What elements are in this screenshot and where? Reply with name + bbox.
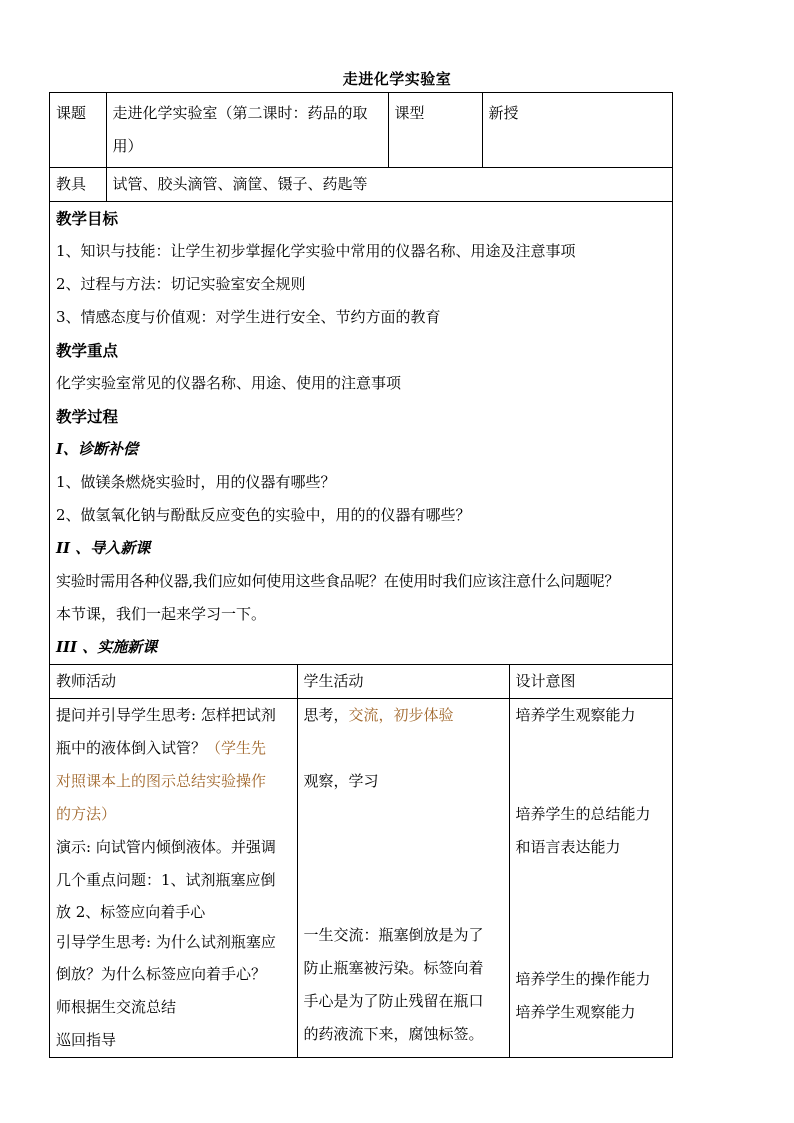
intro-heading: II 、导入新课 [56,539,151,557]
intro-line: 实验时需用各种仪器,我们应如何使用这些食品呢？在使用时我们应该注意什么问题呢？ [56,572,620,590]
goal-item: 2、过程与方法：切记实验室安全规则 [56,275,306,293]
diagnosis-heading: I、诊断补偿 [56,440,139,458]
tools-label: 教具 [50,168,106,202]
new-lesson-heading: III 、实施新课 [56,638,158,656]
lesson-type-label: 课型 [388,93,482,168]
header-intent: 设计意图 [509,665,672,699]
topic-label: 课题 [50,93,106,168]
activity-table [50,664,672,1057]
goals-heading: 教学目标 [56,209,119,228]
goal-item: 1、知识与技能：让学生初步掌握化学实验中常用的仪器名称、用途及注意事项 [56,242,576,260]
lesson-plan-frame [49,92,673,1058]
goal-item: 3、情感态度与价值观：对学生进行安全、节约方面的教育 [56,308,441,326]
process-section [50,400,672,664]
info-table [50,93,672,202]
tools-value: 试管、胶头滴管、滴筐、镊子、药匙等 [106,168,672,202]
document-title: 走进化学实验室 [342,70,452,88]
header-teacher: 教师活动 [50,665,297,699]
info-row-tools [50,168,672,202]
activity-body-row [50,699,672,1058]
header-student: 学生活动 [297,665,509,699]
diagnosis-item: 1、做镁条燃烧实验时，用的仪器有哪些？ [56,473,336,491]
intro-line: 本节课，我们一起来学习一下。 [56,605,267,623]
focus-heading: 教学重点 [56,341,119,360]
focus-text: 化学实验室常见的仪器名称、用途、使用的注意事项 [56,374,402,392]
goals-section [50,202,672,334]
teacher-activity-cell: 提问并引导学生思考: 怎样把试剂 瓶中的液体倒入试管？（学生先 对照课本上的图示总结实验操作 的方法） 演示: 向试管内倾倒液体。并强调 几个重点问题：1、试剂瓶塞应倒 放 2、标签应向着手心 引导学生思考: 为什么试剂瓶塞应 倒放？为什么标签应向着手心？ 师根据生交流总结 巡回指导 [50,699,297,1058]
student-activity-cell: 思考，交流，初步体验 观察，学习 一生交流：瓶塞倒放是为了 防止瓶塞被污染。标签向着 手心是为了防止残留在瓶口 的药液流下来，腐蚀标签。 [297,699,509,1058]
topic-value: 走进化学实验室（第二课时：药品的取 用） [106,93,388,168]
process-heading: 教学过程 [56,407,119,426]
focus-section [50,334,672,400]
diagnosis-item: 2、做氢氧化钠与酚酞反应变色的实验中，用的的仪器有哪些？ [56,506,471,524]
design-intent-cell: 培养学生观察能力 培养学生的总结能力 和语言表达能力 培养学生的操作能力 培养学生观察能力 [509,699,672,1058]
lesson-type-value: 新授 [482,93,672,168]
activity-header-row [50,665,672,699]
info-row-topic [50,93,672,168]
